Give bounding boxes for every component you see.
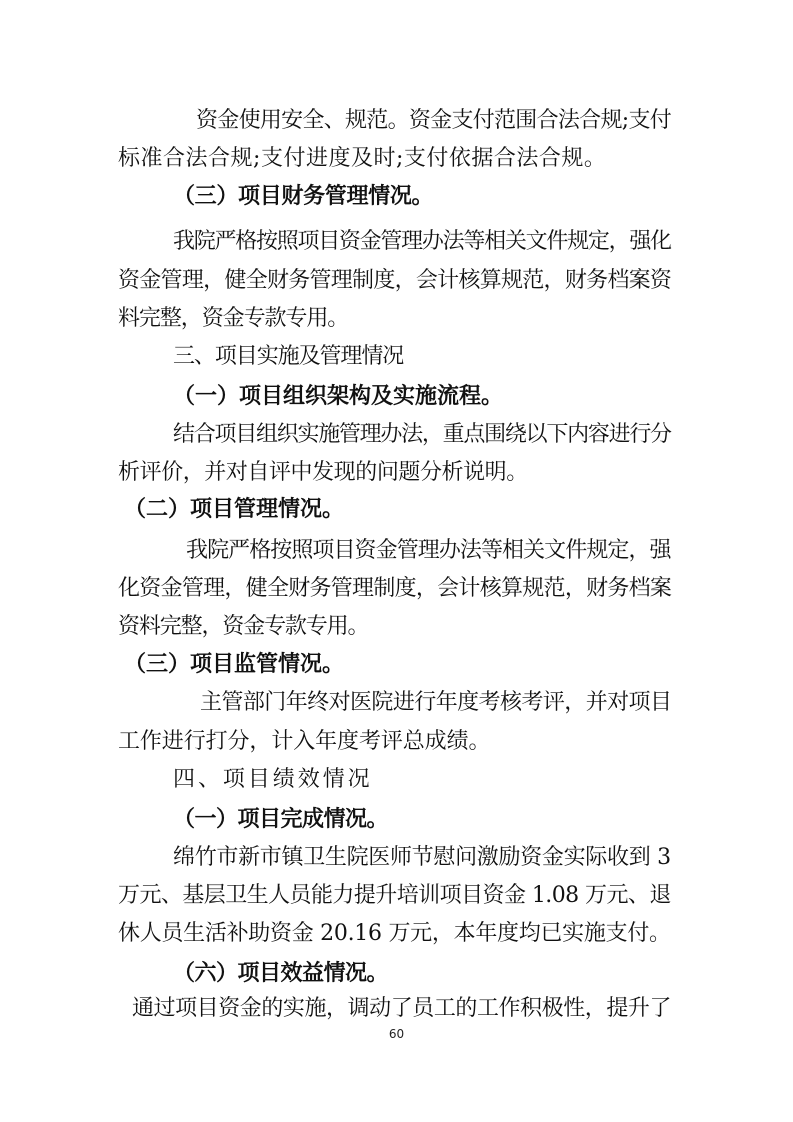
section-heading: 三、项目实施及管理情况 bbox=[173, 344, 404, 369]
text-line: 标准合法合规;支付进度及时;支付依据合法合规。 bbox=[118, 146, 607, 171]
section-heading: （一）项目完成情况。 bbox=[173, 807, 389, 832]
text-line: 主管部门年终对医院进行年度考核考评，并对项目 bbox=[200, 690, 672, 715]
text-line: 资金使用安全、规范。资金支付范围合法合规;支付 bbox=[196, 108, 672, 133]
page-number: 60 bbox=[388, 1027, 405, 1041]
section-heading: （六）项目效益情况。 bbox=[173, 961, 389, 986]
text-line: 析评价，并对自评中发现的问题分析说明。 bbox=[118, 460, 528, 485]
section-heading: （二）项目管理情况。 bbox=[124, 497, 345, 522]
section-heading: 四、项目绩效情况 bbox=[173, 767, 373, 792]
text-line: 我院严格按照项目资金管理办法等相关文件规定，强化 bbox=[173, 229, 671, 254]
text-line: 结合项目组织实施管理办法，重点围绕以下内容进行分 bbox=[173, 422, 671, 447]
text-line: 化资金管理，健全财务管理制度，会计核算规范，财务档案 bbox=[118, 576, 672, 601]
section-heading: （三）项目财务管理情况。 bbox=[173, 184, 434, 209]
text-line: 料完整，资金专款专用。 bbox=[118, 306, 349, 331]
text-line: 资料完整，资金专款专用。 bbox=[118, 614, 369, 639]
section-heading: （一）项目组织架构及实施流程。 bbox=[173, 384, 504, 409]
text-line: 工作进行打分，计入年度考评总成绩。 bbox=[118, 729, 491, 754]
text-line: 通过项目资金的实施，调动了员工的工作积极性，提升了 bbox=[132, 996, 672, 1021]
text-line: 万元、基层卫生人员能力提升培训项目资金 1.08 万元、退 bbox=[118, 883, 671, 908]
section-heading: （三）项目监管情况。 bbox=[124, 652, 345, 677]
text-line: 绵竹市新市镇卫生院医师节慰问激励资金实际收到 3 bbox=[173, 845, 671, 870]
text-line: 休人员生活补助资金 20.16 万元，本年度均已实施支付。 bbox=[118, 921, 671, 946]
text-line: 我院严格按照项目资金管理办法等相关文件规定，强 bbox=[186, 538, 671, 563]
text-line: 资金管理，健全财务管理制度，会计核算规范，财务档案资 bbox=[118, 268, 672, 293]
